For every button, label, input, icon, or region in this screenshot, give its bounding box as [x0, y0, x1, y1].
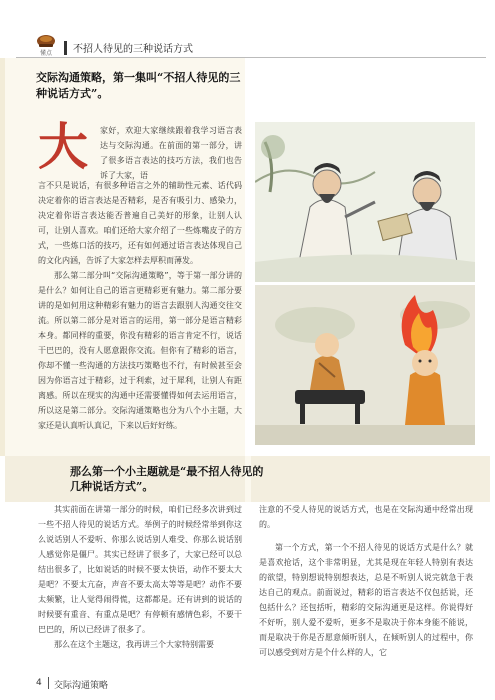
- section1-paragraph-1: 家好，欢迎大家继续跟着我学习语言表达与交际沟通。在前面的第一部分，讲了很多语言表达的技巧方法，我们也告诉了大家，语: [100, 126, 242, 180]
- section2-heading: 那么第一个小主题就是“最不招人待见的几种说话方式”。: [70, 465, 264, 493]
- cartoon-monks-illustration: [255, 285, 475, 445]
- footer-title: 交际沟通策略: [54, 681, 109, 691]
- section1-paragraph-2: 那么第二部分叫“交际沟通策略”，等于第一部分讲的是什么？如何让自己的语言更精彩更有魅力。第二部分要讲的是如何用这种精彩有魅力的语言去跟别人沟通交往交流。所以第二部分是对语言的运用，第一部分是语言精彩本身。都同样的重要，你没有精彩的语言肯定不行，说话干巴巴的，没有人愿意跟你交流。但你有了精彩的语言，你却不懂一些沟通的方法技巧策略也不行，有时候甚至会因为你语言过于精彩，过于利索，过于犀利，让别人有距离感。所以在现实的沟通中还需要懂得如何去运用语言，所以这是第二部分。交际沟通策略也分为八个小主题，大家还是认真听认真记，下来以后好好练。: [38, 271, 242, 430]
- running-title: 不招人待见的三种说话方式: [73, 44, 193, 55]
- section2-left-paragraph-1: 其实前面在讲第一部分的时候，咱们已经多次讲到过一些不招人待见的说话方式。举例子的时候经常举到你这么说话别人不爱听、你那么说话别人难受、你那么说话别人感觉你是僵尸。其实已经讲了很多了，大家已经可以总结出很多了，比如说话的时候不要太快语，动作不要太大是吧？不要太亢奋，声音不要太高太等等是吧？动作不要太频繁，让人觉得闹得慌，这都都是。还有讲到的说话的时候要有重音、有重点是吧？有停顿有感情色彩，不要干巴巴的，所以已经讲了很多了。: [38, 505, 242, 634]
- footer-divider: [48, 677, 49, 689]
- section2-left-paragraph-2: 那么在这个主题这，我再讲三个大家特别需要: [54, 640, 214, 649]
- section1-heading: 交际沟通策略，第一集叫“不招人待见的三种说话方式”。: [36, 71, 241, 100]
- section2-right-paragraph-2: 第一个方式，第一个不招人待见的说话方式是什么？就是喜欢抢话，这个非常明显，尤其是现在年轻人特别有表达的欲望，特别想说特别想表达，总是不听别人说完就急于表达自己的观点。前面说过，精彩的语言表达不仅包括说，还包括什么？还包括听，精彩的交际沟通更是这样。你说得好不好听，别人爱不爱听，更多不是取决于你本身能不能说，而是取决于你是否愿意倾听别人，在倾听别人的过程中，你可以感受到对方是个什么样的人，它: [259, 543, 473, 657]
- logo-text: 懂点: [39, 50, 52, 57]
- section1-paragraph-1-cont: 言不只是说话，有很多种语言之外的辅助性元素、话代码决定着你的语言表达是否精彩，是否有吸引力、感染力，决定着你语言表达能否普遍自己美好的形象，让别人认可，让别人喜欢。咱们还给大家介绍了一些炼嘴皮子的方式，一些炼口活的技巧，还有如何通过语言表达体现自己的文化内涵，告诉了大家怎样去厚积而薄发。: [38, 181, 242, 265]
- header-divider: [64, 41, 67, 55]
- page-number: 4: [36, 678, 42, 688]
- drop-cap: 大: [38, 117, 88, 176]
- page-header: [0, 0, 495, 58]
- scholars-illustration: [255, 122, 475, 282]
- section2-right-paragraph-1: 注意的不受人待见的说话方式，也是在交际沟通中经常出现的。: [259, 505, 473, 529]
